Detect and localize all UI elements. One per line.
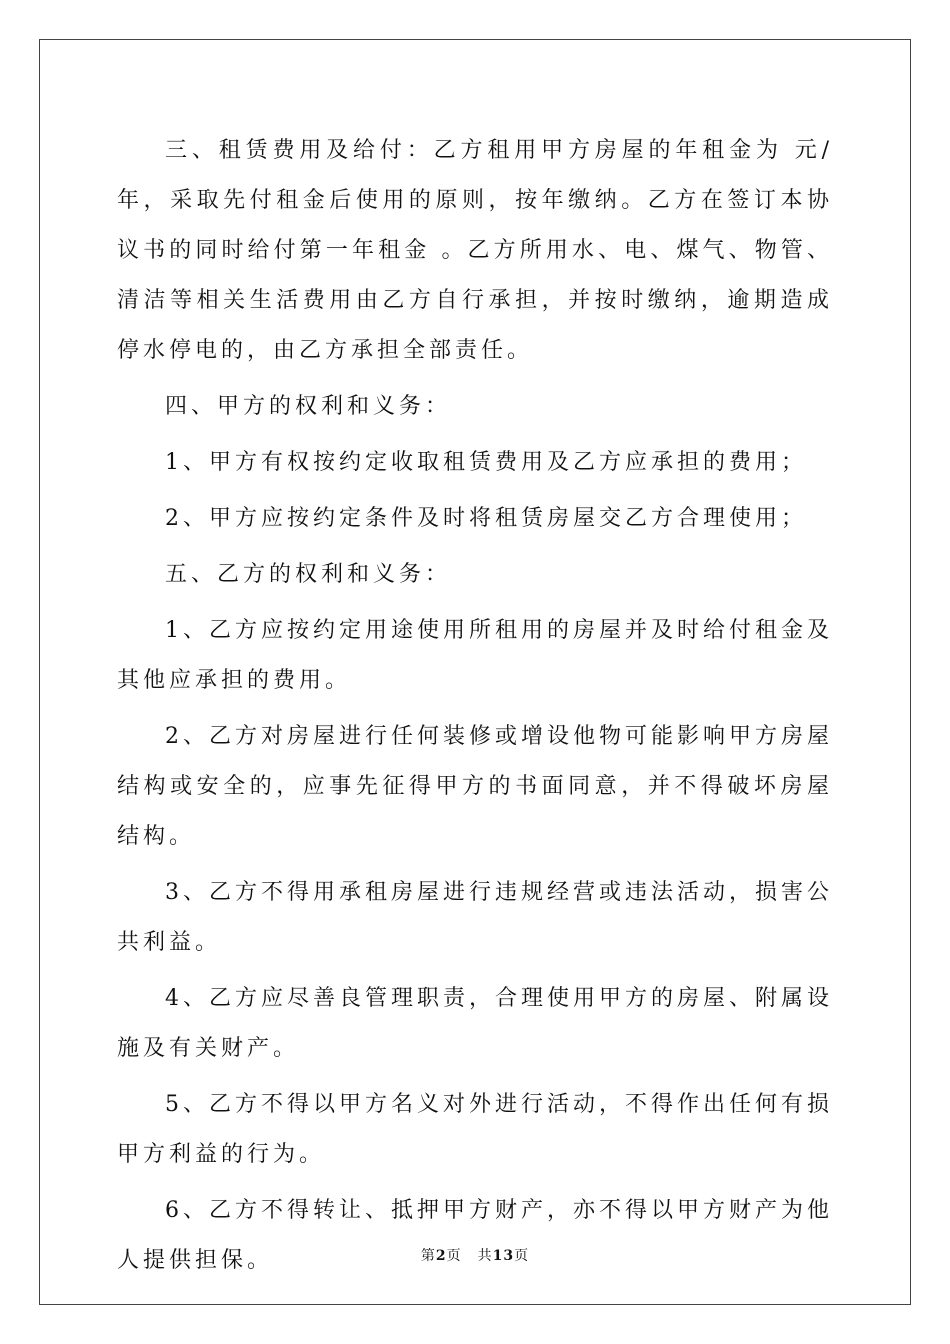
paragraph-party-b-item-5: 5、乙方不得以甲方名义对外进行活动，不得作出任何有损甲方利益的行为。 (117, 1092, 833, 1167)
paragraph-rent-payment: 三、租赁费用及给付：乙方租用甲方房屋的年租金为 元/年，采取先付租金后使用的原则，按年缴纳。乙方在签订本协议书的同时给付第一年租金 。乙方所用水、电、煤气、物管、清洁等相关生活费用由乙方自行承担，并按时缴纳，逾期造成停水停电的，由乙方承担全部责任。 (117, 138, 833, 363)
page-number: 2 (435, 1248, 447, 1264)
page-footer (0, 1246, 950, 1266)
paragraph-party-b-item-2: 2、乙方对房屋进行任何装修或增设他物可能影响甲方房屋结构或安全的，应事先征得甲方的书面同意，并不得破坏房屋结构。 (117, 724, 833, 849)
total-unit: 页 (514, 1248, 530, 1264)
document-body (117, 126, 833, 1292)
paragraph-party-a-item-2: 2、甲方应按约定条件及时将租赁房屋交乙方合理使用； (165, 506, 807, 531)
paragraph-party-b-item-1: 1、乙方应按约定用途使用所租用的房屋并及时给付租金及其他应承担的费用。 (117, 618, 833, 693)
heading-party-a-rights: 四、甲方的权利和义务： (165, 394, 452, 419)
paragraph-party-b-item-6: 6、乙方不得转让、抵押甲方财产，亦不得以甲方财产为他人提供担保。 (117, 1198, 833, 1273)
total-pages: 13 (492, 1248, 515, 1264)
paragraph-party-b-item-4: 4、乙方应尽善良管理职责，合理使用甲方的房屋、附属设施及有关财产。 (117, 986, 833, 1061)
paragraph-party-a-item-1: 1、甲方有权按约定收取租赁费用及乙方应承担的费用； (165, 450, 807, 475)
page-unit: 页 (446, 1248, 462, 1264)
page-prefix: 第 (420, 1248, 436, 1264)
heading-party-b-rights: 五、乙方的权利和义务： (165, 562, 452, 587)
paragraph-party-b-item-3: 3、乙方不得用承租房屋进行违规经营或违法活动，损害公共利益。 (117, 880, 833, 955)
total-prefix: 共 (477, 1248, 493, 1264)
